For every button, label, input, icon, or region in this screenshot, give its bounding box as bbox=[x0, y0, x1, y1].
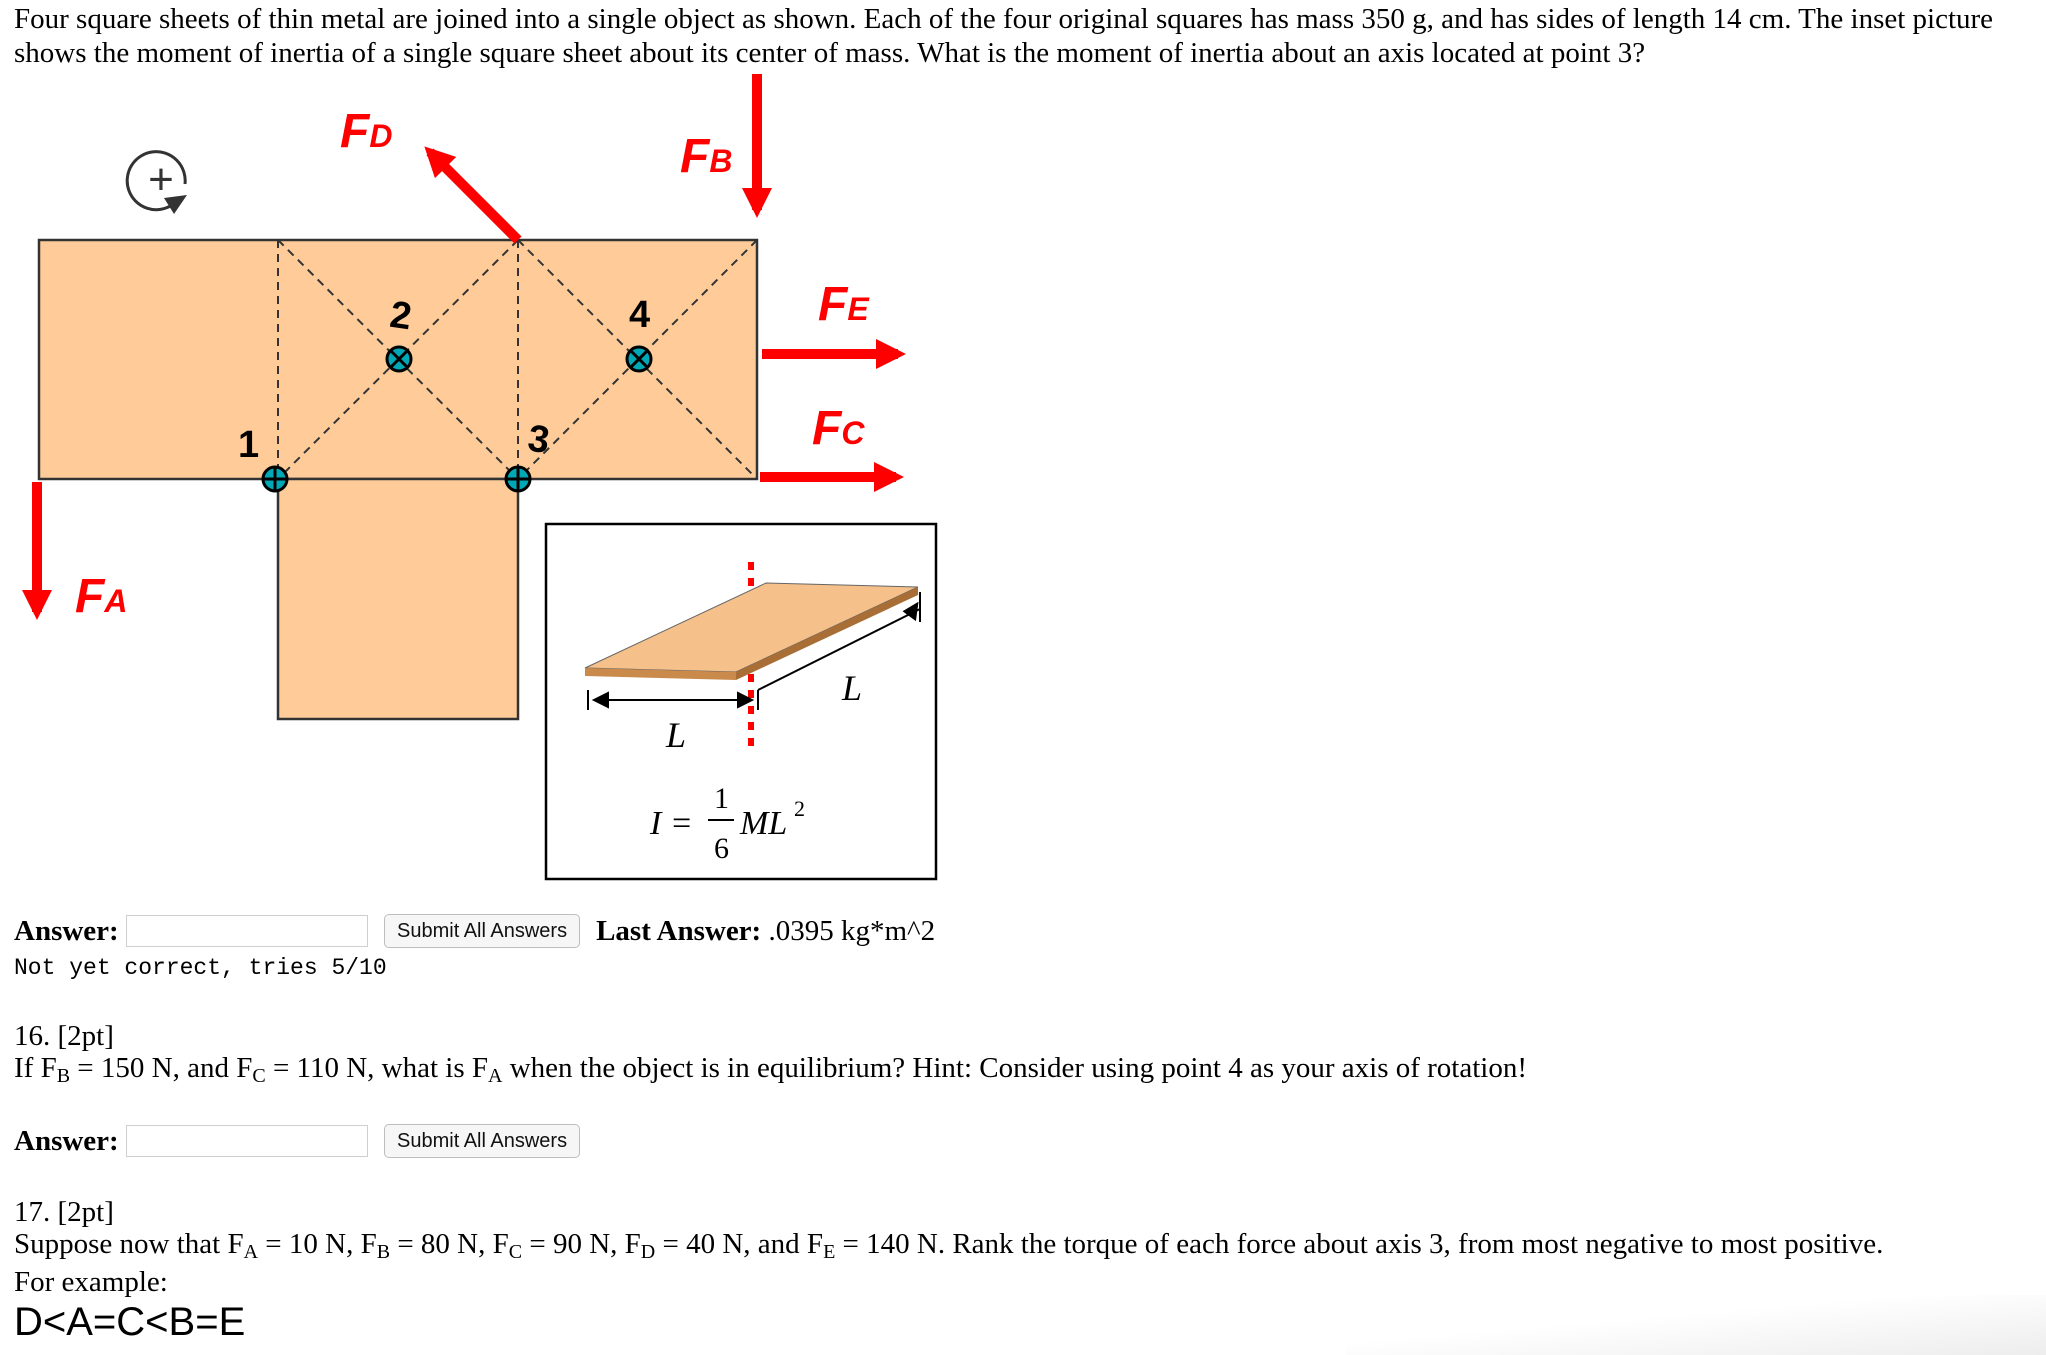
force-arrow-b bbox=[680, 74, 757, 210]
svg-text:6: 6 bbox=[714, 832, 729, 865]
answer-input-q15[interactable] bbox=[126, 915, 368, 947]
attempt-status: Not yet correct, tries 5/10 bbox=[14, 955, 387, 981]
svg-text:3: 3 bbox=[525, 417, 552, 463]
point-4 bbox=[627, 294, 651, 371]
force-arrow-c bbox=[760, 402, 896, 477]
svg-text:L: L bbox=[666, 715, 687, 755]
submit-all-answers-button[interactable]: Submit All Answers bbox=[384, 1124, 580, 1158]
answer-row-q16 bbox=[14, 1122, 596, 1160]
force-diagram bbox=[0, 72, 960, 892]
svg-text:FB: FB bbox=[680, 130, 733, 183]
submit-all-answers-button[interactable]: Submit All Answers bbox=[384, 914, 580, 948]
svg-text:+: + bbox=[148, 155, 174, 204]
example-answer: D<A=C<B=E bbox=[14, 1300, 246, 1344]
force-arrow-a bbox=[37, 482, 127, 623]
last-answer: Last Answer: .0395 kg*m^2 bbox=[596, 914, 936, 947]
svg-text:ML: ML bbox=[740, 805, 788, 842]
svg-text:4: 4 bbox=[629, 294, 651, 336]
answer-input-q16[interactable] bbox=[126, 1125, 368, 1157]
force-arrow-e bbox=[762, 278, 898, 354]
example-label: For example: bbox=[14, 1266, 168, 1298]
svg-text:1: 1 bbox=[238, 424, 260, 466]
question-16-title: 16. [2pt] bbox=[14, 1020, 114, 1052]
inertia-inset bbox=[546, 524, 936, 879]
svg-text:2: 2 bbox=[794, 796, 805, 821]
problem-statement: Four square sheets of thin metal are joined into a single object as shown. Each of the four original squares has mass 350 g, and has sides of length 14 cm. The inset picture shows the moment of inertia of a single square sheet about its center of mass. What is the moment of inertia about an axis located at point 3? bbox=[14, 3, 1994, 69]
positive-rotation-icon bbox=[127, 152, 187, 214]
svg-text:2: 2 bbox=[387, 293, 415, 339]
answer-label: Answer: bbox=[14, 1124, 119, 1157]
question-17-text: Suppose now that $F_A = 10$ N, $F_B = 80$ N, $F_C = 90$ N, $F_D = 40$ N, and $F_E = 140$ N. Rank the torque of each force about axis 3, from most negative to most positive. bbox=[14, 1228, 1884, 1263]
bottom-sheet bbox=[278, 479, 518, 719]
svg-text:FD: FD bbox=[340, 105, 393, 158]
svg-text:FA: FA bbox=[75, 570, 128, 623]
svg-text:FC: FC bbox=[812, 402, 865, 455]
svg-text:FE: FE bbox=[818, 278, 869, 331]
question-16-text: If $F_B = 150$ N, and $F_C = 110$ N, what is $F_A$ when the object is in equilibrium? Hint: Consider using point 4 as your axis of rotation! bbox=[14, 1052, 1527, 1087]
bottom-right-shadow bbox=[1346, 1295, 2046, 1355]
force-arrow-d bbox=[340, 105, 518, 240]
svg-text:L: L bbox=[842, 668, 863, 708]
answer-label: Answer: bbox=[14, 914, 119, 947]
answer-row-q15 bbox=[14, 912, 935, 950]
svg-text:1: 1 bbox=[714, 782, 729, 815]
svg-text:I =: I = bbox=[650, 805, 693, 842]
question-17-title: 17. [2pt] bbox=[14, 1196, 114, 1228]
